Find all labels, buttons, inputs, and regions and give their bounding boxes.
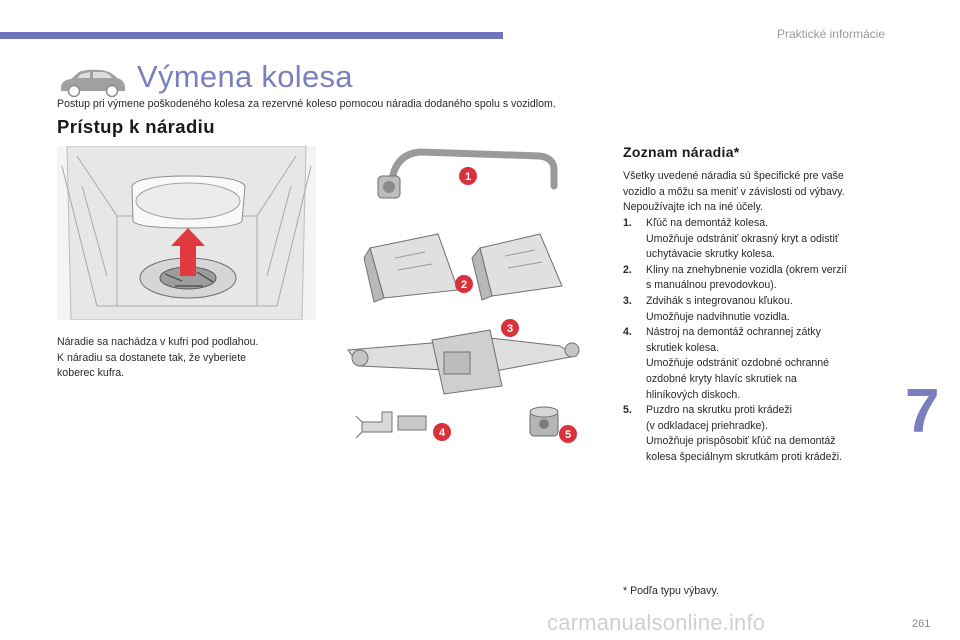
page-title: Výmena kolesa xyxy=(137,59,353,94)
tool-marker-label: 3 xyxy=(506,323,514,335)
item-line: Umožňuje odstrániť okrasný kryt a odistiť xyxy=(646,232,839,245)
lead-line: Nepoužívajte ich na iné účely. xyxy=(623,201,763,214)
list-item xyxy=(623,216,893,263)
lead-line: Všetky uvedené náradia sú špecifické pre vaše xyxy=(623,170,844,182)
caption-line: K náradiu sa dostanete tak, že vyberiete xyxy=(57,351,247,364)
list-item xyxy=(623,325,893,403)
item-line: Nástroj na demontáž ochrannej zátky xyxy=(646,326,821,339)
tool-marker-5 xyxy=(559,425,577,443)
list-item xyxy=(623,403,893,465)
item-line: Umožňuje prispôsobiť kľúč na demontáž xyxy=(646,435,836,448)
tool-list xyxy=(623,216,893,466)
list-item xyxy=(623,294,893,325)
item-number: 1. xyxy=(623,217,632,229)
trunk-illustration xyxy=(57,146,316,320)
item-number: 4. xyxy=(623,326,632,339)
socket-drawing xyxy=(530,407,558,436)
chapter-number: 7 xyxy=(905,377,940,446)
car-icon xyxy=(57,66,129,98)
access-caption xyxy=(57,335,317,382)
watermark: carmanualsonline.info xyxy=(547,610,766,635)
list-item xyxy=(623,263,893,294)
item-line: s manuálnou prevodovkou). xyxy=(646,279,777,292)
tool-list-lead xyxy=(623,169,893,216)
access-heading: Prístup k náradiu xyxy=(57,116,215,137)
item-line: Kľúč na demontáž kolesa. xyxy=(646,217,769,229)
item-line: skrutiek kolesa. xyxy=(646,341,720,354)
page-number: 261 xyxy=(912,618,931,630)
item-line: (v odkladacej priehradke). xyxy=(646,419,768,432)
section-name: Praktické informácie xyxy=(776,27,885,41)
item-number: 5. xyxy=(623,404,632,417)
tool-marker-4 xyxy=(433,423,451,441)
caption-line: koberec kufra. xyxy=(57,367,125,380)
item-line: ozdobné kryty hlavíc skrutiek na xyxy=(646,372,797,385)
item-line: hliníkových diskoch. xyxy=(646,388,741,401)
item-line: Puzdro na skrutku proti krádeži xyxy=(646,404,793,417)
item-line: uchytávacie skrutky kolesa. xyxy=(646,248,775,261)
tool-list-heading: Zoznam náradia* xyxy=(623,144,740,160)
lead-line: vozidlo a môžu sa meniť v závislosti od výbavy. xyxy=(623,185,845,198)
item-number: 3. xyxy=(623,294,632,307)
jack-drawing xyxy=(348,330,579,394)
cap-tool-drawing xyxy=(356,412,426,438)
tool-marker-label: 5 xyxy=(564,429,572,441)
item-line: Zdvihák s integrovanou kľukou. xyxy=(646,294,793,307)
tools-illustration xyxy=(340,140,590,450)
item-number: 2. xyxy=(623,263,632,276)
item-line: Umožňuje odstrániť ozdobné ochranné xyxy=(646,357,830,370)
footnote: * Podľa typu výbavy. xyxy=(623,585,719,597)
item-line: kolesa špeciálnym skrutkám proti krádeži. xyxy=(646,450,843,463)
item-line: Umožňuje nadvihnutie vozidla. xyxy=(646,310,790,323)
tool-marker-label: 4 xyxy=(438,427,446,439)
intro-text: Postup pri výmene poškodeného kolesa za rezervné koleso pomocou náradia dodaného spolu s vozidlom. xyxy=(57,98,556,110)
tool-marker-label: 1 xyxy=(464,171,472,183)
item-line: Kliny na znehybnenie vozidla (okrem verzií xyxy=(646,263,847,276)
caption-line: Náradie sa nachádza v kufri pod podlahou. xyxy=(57,336,259,348)
tool-marker-1 xyxy=(459,167,477,185)
tool-marker-label: 2 xyxy=(460,279,468,291)
header-bar xyxy=(0,32,503,39)
tool-marker-2 xyxy=(455,275,473,293)
tool-marker-3 xyxy=(501,319,519,337)
